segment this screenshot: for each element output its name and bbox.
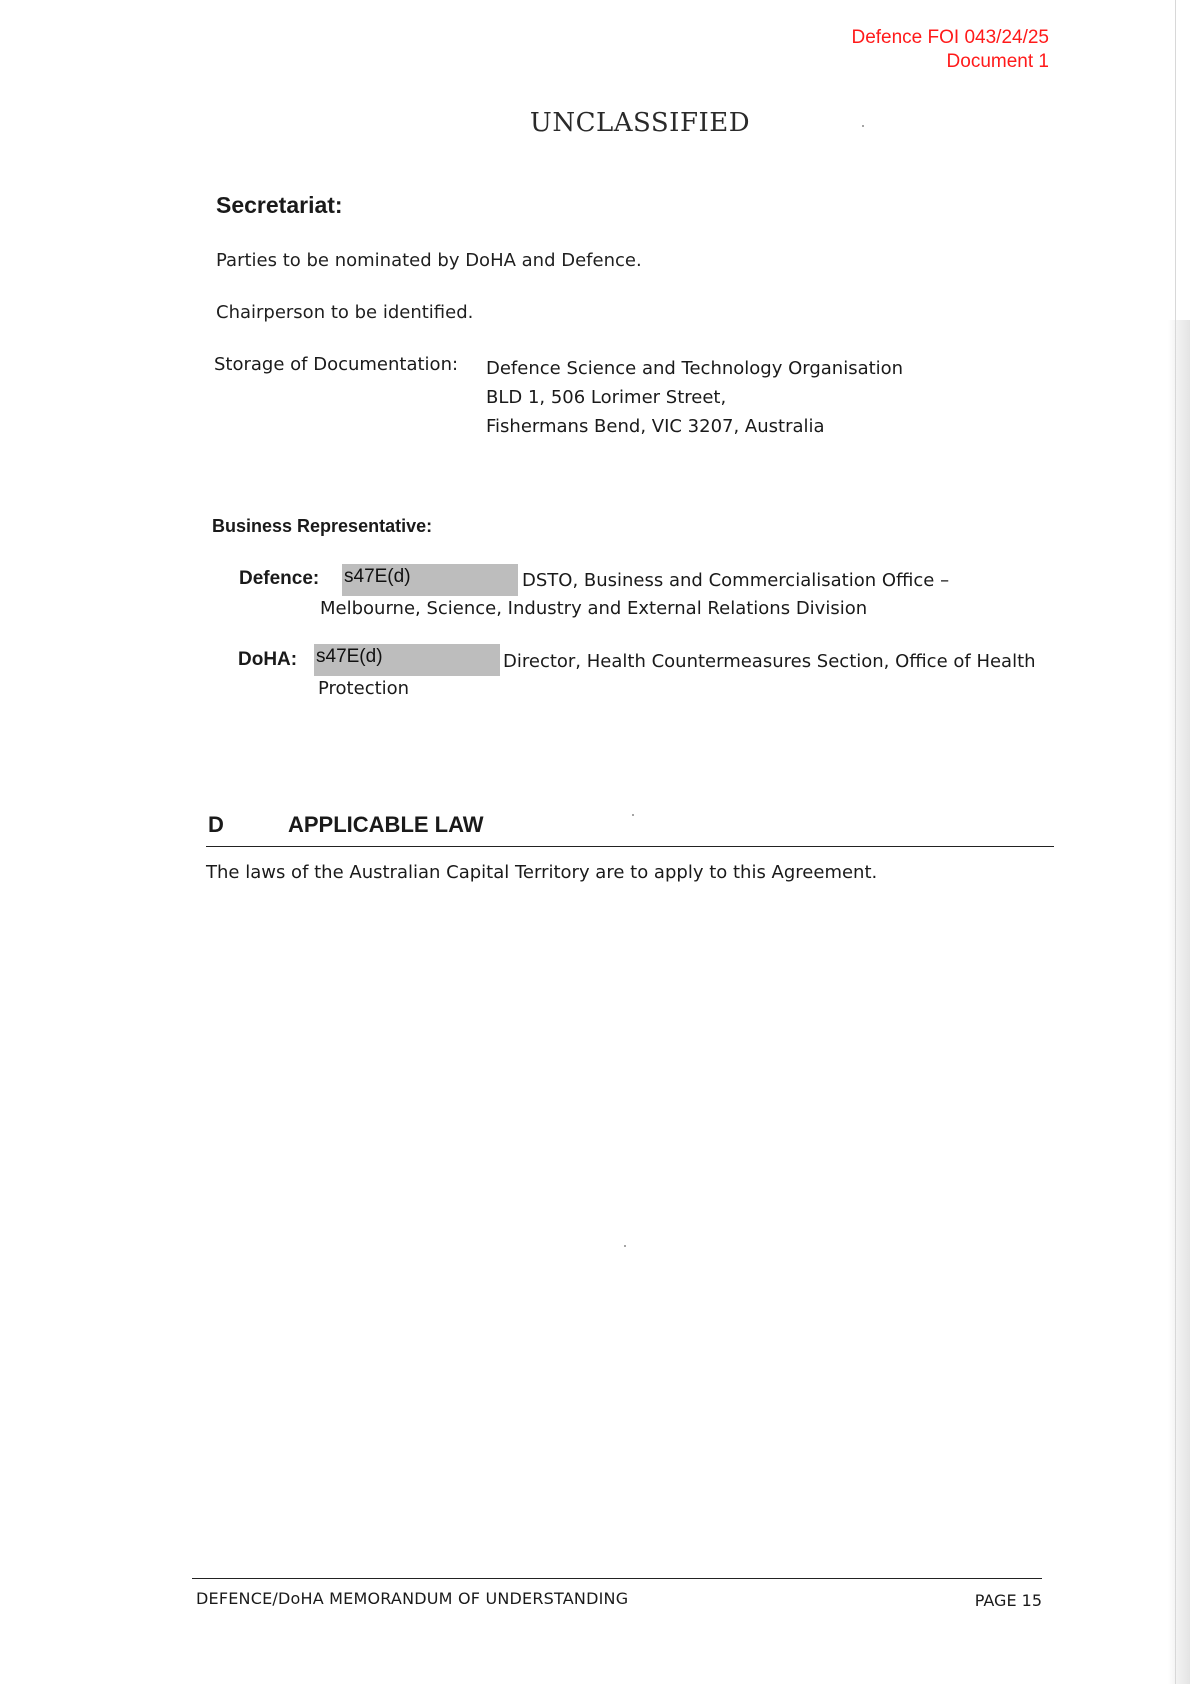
defence-label: Defence: — [239, 568, 320, 589]
defence-redaction: s47E(d) — [342, 564, 518, 596]
classification-marking: UNCLASSIFIED — [529, 108, 751, 138]
storage-label: Storage of Documentation: — [214, 354, 459, 375]
business-representative-heading: Business Representative: — [212, 516, 433, 536]
scan-speck — [632, 814, 634, 816]
foi-stamp-reference: Defence FOI 043/24/25 — [851, 27, 1049, 48]
footer-document-title: DEFENCE/DoHA MEMORANDUM OF UNDERSTANDING — [196, 1589, 629, 1608]
scan-speck — [624, 1245, 626, 1247]
defence-role-line1: DSTO, Business and Commercialisation Office – — [522, 570, 950, 591]
section-letter: D — [208, 812, 224, 837]
storage-address — [486, 354, 903, 441]
doha-role-line1: Director, Health Countermeasures Section, Office of Health — [503, 651, 1036, 672]
defence-role-line2: Melbourne, Science, Industry and External Relations Division — [320, 598, 868, 619]
page-footer — [192, 1578, 1042, 1610]
storage-address-line: BLD 1, 506 Lorimer Street, — [486, 387, 727, 408]
secretariat-heading: Secretariat: — [216, 192, 343, 218]
foi-stamp-document: Document 1 — [946, 51, 1049, 72]
scan-edge-shadow — [1168, 320, 1190, 1684]
doha-role-line2: Protection — [318, 678, 410, 699]
footer-page-number: PAGE 15 — [974, 1591, 1042, 1610]
chairperson-text: Chairperson to be identified. — [216, 302, 474, 323]
storage-address-line: Fishermans Bend, VIC 3207, Australia — [486, 416, 825, 437]
section-title: APPLICABLE LAW — [288, 812, 484, 837]
doha-label: DoHA: — [238, 649, 298, 670]
scan-speck — [862, 125, 864, 127]
scan-edge-line — [1175, 0, 1176, 1684]
applicable-law-text: The laws of the Australian Capital Territory are to apply to this Agreement. — [206, 862, 878, 883]
parties-text: Parties to be nominated by DoHA and Defence. — [216, 250, 642, 271]
foi-stamp — [851, 26, 1049, 74]
section-d-heading — [206, 812, 1054, 847]
storage-address-line: Defence Science and Technology Organisation — [486, 358, 904, 379]
doha-redaction: s47E(d) — [314, 644, 500, 676]
